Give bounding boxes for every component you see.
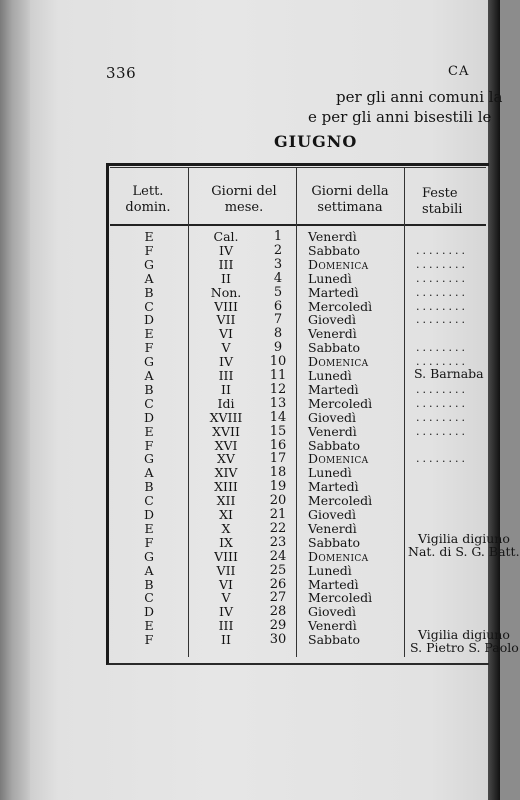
column-header-giorni-settimana: Giorni della settimana xyxy=(311,184,389,215)
weekday-cell: Giovedì xyxy=(308,604,356,620)
roman-date-cell: IX xyxy=(219,534,233,550)
day-number-cell: 3 xyxy=(273,256,283,272)
dot-leader: ........ xyxy=(416,271,468,285)
table-row xyxy=(110,591,486,605)
feast-vigilia-23: Vigilia digiuno xyxy=(418,531,510,546)
weekday-cell: Lunedì xyxy=(308,465,352,481)
roman-date-cell: XIII xyxy=(214,479,238,495)
roman-date-cell: V xyxy=(221,590,231,606)
table-row xyxy=(110,425,486,439)
weekday-cell: Domenica xyxy=(308,256,369,272)
table-row xyxy=(110,452,486,466)
subtitle-line-2: e per gli anni bisestili le xyxy=(308,108,492,126)
day-number-cell: 30 xyxy=(269,632,287,648)
letter-cell: C xyxy=(144,298,154,314)
roman-date-cell: XVII xyxy=(212,423,240,439)
feast-barnaba: S. Barnaba xyxy=(414,366,484,381)
day-number-cell: 8 xyxy=(273,326,283,342)
roman-date-cell: X xyxy=(221,520,231,536)
weekday-cell: Venerdì xyxy=(308,326,357,342)
day-number-cell: 25 xyxy=(269,562,287,578)
day-number-cell: 27 xyxy=(269,590,287,606)
table-row xyxy=(110,397,486,411)
day-number-cell: 28 xyxy=(269,604,287,620)
day-number-cell: 12 xyxy=(269,381,287,397)
weekday-cell: Sabbato xyxy=(308,340,361,356)
roman-date-cell: IV xyxy=(219,354,233,370)
table-row xyxy=(110,605,486,619)
roman-date-cell: II xyxy=(221,632,231,648)
weekday-cell: Lunedì xyxy=(308,562,352,578)
roman-date-cell: II xyxy=(221,381,231,397)
table-row xyxy=(110,341,486,355)
letter-cell: F xyxy=(144,340,154,356)
day-number-cell: 1 xyxy=(273,229,283,244)
weekday-cell: Sabbato xyxy=(308,437,361,453)
roman-date-cell: V xyxy=(221,340,231,356)
day-number-cell: 13 xyxy=(269,395,287,411)
table-row xyxy=(110,480,486,494)
letter-cell: E xyxy=(144,229,154,244)
dot-leader: ........ xyxy=(416,285,468,299)
weekday-cell: Martedì xyxy=(308,381,359,397)
letter-cell: F xyxy=(144,437,154,453)
weekday-cell: Sabbato xyxy=(308,242,361,258)
roman-date-cell: IV xyxy=(219,242,233,258)
letter-cell: D xyxy=(143,507,155,522)
letter-cell: C xyxy=(144,590,154,606)
roman-date-cell: XIV xyxy=(214,465,238,481)
roman-date-cell: Non. xyxy=(210,284,242,300)
weekday-cell: Venerdì xyxy=(308,618,357,634)
letter-cell: A xyxy=(144,465,154,481)
letter-cell: C xyxy=(144,493,154,509)
letter-cell: A xyxy=(144,562,154,578)
table-row xyxy=(110,230,486,244)
dot-leader: ........ xyxy=(416,341,468,355)
dot-leader: ........ xyxy=(416,424,468,438)
weekday-cell: Domenica xyxy=(308,451,369,467)
roman-date-cell: Cal. xyxy=(213,229,239,244)
subtitle-line-1: per gli anni comuni la xyxy=(336,88,503,106)
weekday-cell: Mercoledì xyxy=(308,298,373,314)
roman-date-cell: VII xyxy=(216,562,236,578)
letter-cell: D xyxy=(143,409,155,425)
day-number-cell: 21 xyxy=(269,507,287,522)
weekday-cell: Lunedì xyxy=(308,368,352,383)
table-row xyxy=(110,383,486,397)
dot-leader: ........ xyxy=(416,299,468,313)
roman-date-cell: IV xyxy=(219,604,233,620)
table-row xyxy=(110,578,486,592)
weekday-cell: Lunedì xyxy=(308,270,352,286)
day-number-cell: 5 xyxy=(273,284,283,300)
table-row xyxy=(110,411,486,425)
roman-date-cell: II xyxy=(221,270,231,286)
letter-cell: C xyxy=(144,395,154,411)
roman-date-cell: Idi xyxy=(217,395,235,411)
letter-cell: G xyxy=(144,451,154,467)
letter-cell: B xyxy=(144,576,154,592)
table-row xyxy=(110,327,486,341)
letter-cell: A xyxy=(144,270,154,286)
weekday-cell: Venerdì xyxy=(308,229,357,244)
table-row xyxy=(110,564,486,578)
feast-peter-paul: S. Pietro S. Paolo xyxy=(410,640,519,655)
table-row xyxy=(110,466,486,480)
weekday-cell: Domenica xyxy=(308,548,369,564)
letter-cell: E xyxy=(144,423,154,439)
column-header-lettera: Lett. domin. xyxy=(125,184,171,215)
day-number-cell: 23 xyxy=(269,534,287,550)
running-head: CA xyxy=(448,64,470,79)
day-number-cell: 2 xyxy=(273,242,283,258)
month-title: GIUGNO xyxy=(274,132,358,151)
weekday-cell: Giovedì xyxy=(308,507,356,522)
roman-date-cell: III xyxy=(218,368,234,383)
roman-date-cell: XVIII xyxy=(209,409,243,425)
table-row xyxy=(110,286,486,300)
roman-date-cell: VI xyxy=(219,576,233,592)
dot-leader: ........ xyxy=(416,313,468,327)
letter-cell: B xyxy=(144,284,154,300)
table-inner-rule xyxy=(110,167,486,168)
day-number-cell: 7 xyxy=(273,312,283,328)
feast-nativity-john: Nat. di S. G. Batt. xyxy=(408,544,520,559)
day-number-cell: 19 xyxy=(269,479,287,495)
dot-leader: ........ xyxy=(416,410,468,424)
day-number-cell: 22 xyxy=(269,520,287,536)
feast-vigilia-28: Vigilia digiuno xyxy=(418,627,510,642)
roman-date-cell: XV xyxy=(217,451,235,467)
roman-date-cell: III xyxy=(218,256,234,272)
day-number-cell: 10 xyxy=(269,354,287,370)
table-row xyxy=(110,272,486,286)
letter-cell: A xyxy=(144,368,154,383)
dot-leader: ........ xyxy=(416,257,468,271)
weekday-cell: Mercoledì xyxy=(308,395,373,411)
day-number-cell: 20 xyxy=(269,493,287,509)
letter-cell: F xyxy=(144,632,154,648)
column-header-giorni-mese: Giorni del mese. xyxy=(211,184,277,215)
weekday-cell: Venerdì xyxy=(308,520,357,536)
page-number: 336 xyxy=(106,64,137,82)
table-row xyxy=(110,244,486,258)
day-number-cell: 4 xyxy=(273,270,283,286)
roman-date-cell: VIII xyxy=(214,298,238,314)
table-row xyxy=(110,258,486,272)
weekday-cell: Venerdì xyxy=(308,423,357,439)
weekday-cell: Martedì xyxy=(308,576,359,592)
day-number-cell: 18 xyxy=(269,465,287,481)
table-row xyxy=(110,494,486,508)
letter-cell: F xyxy=(144,242,154,258)
weekday-cell: Domenica xyxy=(308,354,369,370)
roman-date-cell: VI xyxy=(219,326,233,342)
table-row xyxy=(110,313,486,327)
roman-date-cell: VIII xyxy=(214,548,238,564)
day-number-cell: 24 xyxy=(269,548,287,564)
dot-leader: ........ xyxy=(416,382,468,396)
day-number-cell: 11 xyxy=(269,368,287,383)
letter-cell: B xyxy=(144,479,154,495)
letter-cell: E xyxy=(144,520,154,536)
page-gutter-left xyxy=(0,0,30,800)
roman-date-cell: XI xyxy=(219,507,233,522)
dot-leader: ........ xyxy=(416,243,468,257)
day-number-cell: 9 xyxy=(273,340,283,356)
letter-cell: G xyxy=(144,354,154,370)
weekday-cell: Giovedì xyxy=(308,312,356,328)
day-number-cell: 16 xyxy=(269,437,287,453)
table-header-rule xyxy=(110,224,486,226)
weekday-cell: Giovedì xyxy=(308,409,356,425)
roman-date-cell: VII xyxy=(216,312,236,328)
letter-cell: G xyxy=(144,548,154,564)
table-row xyxy=(110,508,486,522)
day-number-cell: 15 xyxy=(269,423,287,439)
roman-date-cell: III xyxy=(218,618,234,634)
weekday-cell: Mercoledì xyxy=(308,493,373,509)
letter-cell: E xyxy=(144,618,154,634)
dot-leader: ........ xyxy=(416,396,468,410)
day-number-cell: 6 xyxy=(273,298,283,314)
table-row xyxy=(110,300,486,314)
column-header-feste: Feste stabili xyxy=(422,186,463,217)
letter-cell: D xyxy=(143,312,155,328)
table-row xyxy=(110,439,486,453)
day-number-cell: 17 xyxy=(269,451,287,467)
letter-cell: F xyxy=(144,534,154,550)
day-number-cell: 29 xyxy=(269,618,287,634)
weekday-cell: Martedì xyxy=(308,284,359,300)
roman-date-cell: XVI xyxy=(214,437,238,453)
weekday-cell: Sabbato xyxy=(308,534,361,550)
letter-cell: D xyxy=(143,604,155,620)
day-number-cell: 14 xyxy=(269,409,287,425)
roman-date-cell: XII xyxy=(216,493,236,509)
weekday-cell: Mercoledì xyxy=(308,590,373,606)
letter-cell: B xyxy=(144,381,154,397)
dot-leader: ........ xyxy=(416,355,468,369)
day-number-cell: 26 xyxy=(269,576,287,592)
weekday-cell: Sabbato xyxy=(308,632,361,648)
weekday-cell: Martedì xyxy=(308,479,359,495)
letter-cell: G xyxy=(144,256,154,272)
dot-leader: ........ xyxy=(416,452,468,466)
letter-cell: E xyxy=(144,326,154,342)
